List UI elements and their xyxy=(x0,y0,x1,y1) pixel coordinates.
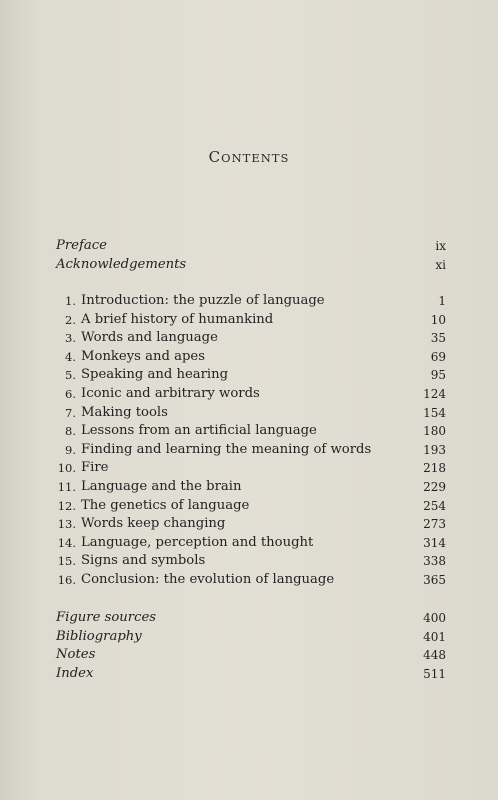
chapter-list xyxy=(56,292,446,590)
entry-page-number: 511 xyxy=(423,666,446,681)
chapter-number: 8. xyxy=(65,424,76,439)
chapter-title: The genetics of language xyxy=(81,497,250,513)
chapter-number: 5. xyxy=(65,368,76,383)
entry-page-number: 254 xyxy=(423,498,446,513)
chapter-title: Monkeys and apes xyxy=(81,348,206,364)
toc-entry xyxy=(56,311,446,330)
chapter-title: Making tools xyxy=(81,404,168,420)
chapter-title: Language and the brain xyxy=(81,478,242,494)
chapter-number: 13. xyxy=(57,517,76,532)
chapter-title: Language, perception and thought xyxy=(81,534,314,550)
entry-page-number: 273 xyxy=(423,517,446,532)
chapter-title: Iconic and arbitrary words xyxy=(81,385,260,401)
entry-page-number: 218 xyxy=(423,461,446,476)
chapter-number: 3. xyxy=(65,331,76,346)
entry-page-number: 124 xyxy=(423,386,446,401)
entry-page-number: 35 xyxy=(430,331,446,346)
toc-entry xyxy=(56,628,446,647)
title-initial: C xyxy=(208,148,222,166)
entry-title: Preface xyxy=(56,238,107,253)
entry-page-number: xi xyxy=(435,257,446,272)
toc-entry xyxy=(56,571,446,590)
chapter-number: 11. xyxy=(57,479,76,494)
entry-page-number: ix xyxy=(435,239,446,253)
entry-page-number: 400 xyxy=(423,611,446,625)
entry-title: Acknowledgements xyxy=(56,256,187,272)
toc-entry xyxy=(56,256,446,275)
chapter-title: Conclusion: the evolution of language xyxy=(81,571,335,587)
toc-entry xyxy=(56,646,446,665)
entry-page-number: 229 xyxy=(423,479,446,494)
entry-page-number: 314 xyxy=(423,535,446,550)
toc-entry xyxy=(56,404,446,423)
toc-entry xyxy=(56,422,446,441)
toc-entry xyxy=(56,515,446,534)
toc-entry xyxy=(56,237,446,256)
chapter-title: Fire xyxy=(81,460,109,476)
toc-entry xyxy=(56,385,446,404)
toc-entry xyxy=(56,534,446,553)
chapter-number: 10. xyxy=(57,461,76,476)
entry-page-number: 338 xyxy=(423,554,446,569)
chapter-title: Signs and symbols xyxy=(81,553,206,569)
toc-entry xyxy=(56,497,446,516)
entry-page-number: 448 xyxy=(423,648,446,663)
chapter-number: 7. xyxy=(65,405,76,420)
chapter-number: 14. xyxy=(57,535,76,550)
chapter-number: 1. xyxy=(65,294,76,308)
chapter-title: Words keep changing xyxy=(81,516,226,532)
back-matter-list xyxy=(56,609,446,683)
front-matter-list xyxy=(56,237,446,274)
chapter-title: Finding and learning the meaning of words xyxy=(81,441,372,457)
chapter-title: Words and language xyxy=(81,330,218,346)
entry-page-number: 69 xyxy=(430,349,446,364)
toc-entry xyxy=(56,665,446,684)
page-title xyxy=(0,148,498,166)
entry-title: Bibliography xyxy=(56,628,142,644)
entry-page-number: 401 xyxy=(423,629,446,644)
entry-page-number: 154 xyxy=(423,405,446,420)
chapter-number: 9. xyxy=(65,442,76,457)
entry-page-number: 180 xyxy=(423,424,446,439)
toc-entry xyxy=(56,366,446,385)
toc-entry xyxy=(56,292,446,311)
chapter-title: Speaking and hearing xyxy=(81,367,229,383)
entry-title: Notes xyxy=(56,647,96,663)
title-rest: ONTENTS xyxy=(221,151,290,165)
chapter-title: A brief history of humankind xyxy=(81,311,274,327)
entry-title: Index xyxy=(56,665,94,681)
chapter-title: Introduction: the puzzle of language xyxy=(81,293,325,308)
toc-entry xyxy=(56,552,446,571)
toc-entry xyxy=(56,348,446,367)
chapter-number: 15. xyxy=(57,554,76,569)
entry-title: Figure sources xyxy=(56,610,157,625)
entry-page-number: 365 xyxy=(423,572,446,587)
chapter-title: Lessons from an artificial language xyxy=(81,423,317,439)
entry-page-number: 1 xyxy=(438,294,446,308)
toc-entry xyxy=(56,478,446,497)
chapter-number: 12. xyxy=(57,498,76,513)
chapter-number: 16. xyxy=(57,572,76,587)
entry-page-number: 193 xyxy=(423,442,446,457)
toc-entry xyxy=(56,459,446,478)
toc-entry xyxy=(56,609,446,628)
chapter-number: 6. xyxy=(65,386,76,401)
entry-page-number: 95 xyxy=(430,368,446,383)
chapter-number: 2. xyxy=(65,312,76,327)
entry-page-number: 10 xyxy=(430,312,446,327)
chapter-number: 4. xyxy=(65,349,76,364)
toc-entry xyxy=(56,441,446,460)
toc-entry xyxy=(56,329,446,348)
